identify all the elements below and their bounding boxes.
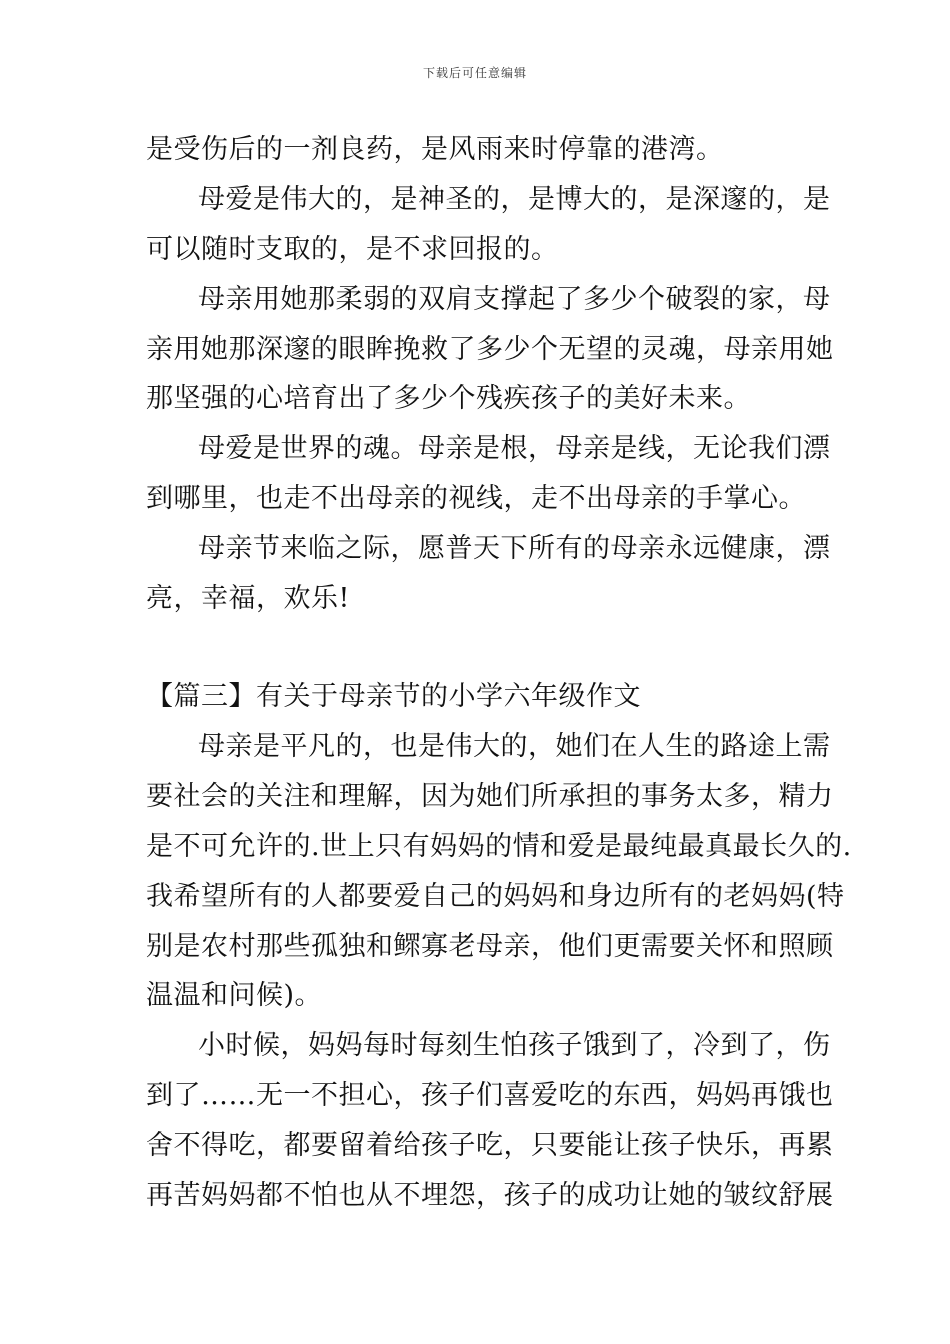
text-line: 别是农村那些孤独和鳏寡老母亲，他们更需要关怀和照顾 [146,931,834,962]
text-line: 要社会的关注和理解，因为她们所承担的事务太多，精力 [146,781,834,812]
text-line: 可以随时支取的，是不求回报的。 [146,234,559,265]
text-line: 亲用她那深邃的眼眸挽救了多少个无望的灵魂，母亲用她 [146,334,834,365]
text-line: 母亲节来临之际，愿普天下所有的母亲永远健康，漂 [198,533,831,564]
text-line: 母亲用她那柔弱的双肩支撑起了多少个破裂的家，母 [198,284,831,315]
text-line: 那坚强的心培育出了多少个残疾孩子的美好未来。 [146,383,751,414]
text-line: 母爱是世界的魂。母亲是根，母亲是线，无论我们漂 [198,433,831,464]
text-line: 小时候，妈妈每时每刻生怕孩子饿到了，冷到了，伤 [198,1030,831,1061]
text-line: 到哪里，也走不出母亲的视线，走不出母亲的手掌心。 [146,483,806,514]
page-header: 下载后可任意编辑 [422,66,527,80]
text-line: 母亲是平凡的，也是伟大的，她们在人生的路途上需 [198,731,831,762]
text-line: 舍不得吃，都要留着给孩子吃，只要能让孩子快乐，再累 [146,1130,834,1161]
text-line: 是受伤后的一剂良药，是风雨来时停靠的港湾。 [146,134,724,165]
text-line: 温温和问候)。 [146,980,323,1011]
text-line: 我希望所有的人都要爱自己的妈妈和身边所有的老妈妈(特 [146,881,845,912]
text-line: 母爱是伟大的，是神圣的，是博大的，是深邃的，是 [198,184,831,215]
text-line: 亮，幸福，欢乐! [146,583,350,614]
text-line: 再苦妈妈都不怕也从不埋怨，孩子的成功让她的皱纹舒展 [146,1180,834,1211]
text-line: 到了……无一不担心，孩子们喜爱吃的东西，妈妈再饿也 [146,1080,834,1111]
section-heading: 【篇三】有关于母亲节的小学六年级作文 [146,681,641,712]
text-line: 是不可允许的.世上只有妈妈的情和爱是最纯最真最长久的. [146,831,852,862]
